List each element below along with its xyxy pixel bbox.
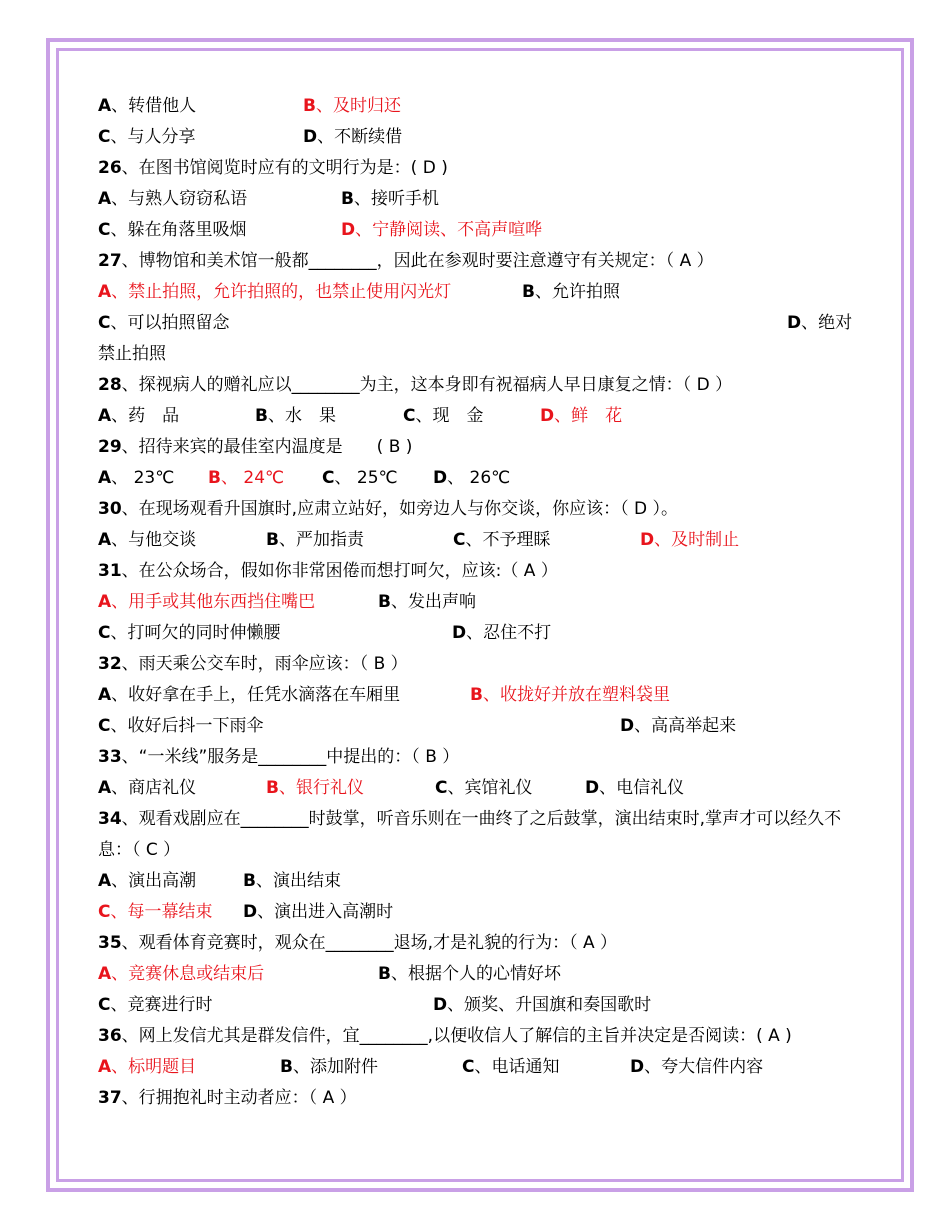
answer-option: D、夸大信件内容 [630, 1057, 764, 1077]
question-text: 32、雨天乘公交车时，雨伞应该：（ B ） [98, 654, 408, 674]
option-line [98, 277, 868, 308]
question-number: 34 [98, 809, 122, 829]
option-line [98, 463, 868, 494]
question-line [98, 804, 868, 866]
option-line [98, 618, 868, 649]
answer-option: D、 26℃ [433, 468, 511, 488]
option-letter: D [243, 902, 258, 922]
question-line [98, 742, 868, 773]
answer-option-correct: B、收拢好并放在塑料袋里 [470, 685, 670, 705]
option-letter: C [98, 220, 111, 240]
question-number: 29 [98, 437, 122, 457]
answer-option: A、商店礼仪 [98, 778, 197, 798]
option-line [98, 215, 868, 246]
option-line [98, 308, 868, 339]
answer-option: D、绝对 [787, 313, 853, 333]
question-number: 33 [98, 747, 122, 767]
option-letter: D [433, 995, 448, 1015]
option-line [98, 587, 868, 618]
answer-option-correct: D、及时制止 [640, 530, 740, 550]
answer-option: C、收好后抖一下雨伞 [98, 716, 264, 736]
answer-option: D、演出进入高潮时 [243, 902, 394, 922]
question-line [98, 370, 868, 401]
answer-option: A、与他交谈 [98, 530, 197, 550]
question-number: 35 [98, 933, 122, 953]
question-line [98, 649, 868, 680]
answer-option: C、躲在角落里吸烟 [98, 220, 247, 240]
question-line [98, 432, 868, 463]
question-number: 37 [98, 1088, 122, 1108]
question-text: 33、“一米线”服务是________中提出的：（ B ） [98, 747, 460, 767]
option-letter: A [98, 189, 112, 209]
option-letter: C [453, 530, 466, 550]
option-letter: B [280, 1057, 293, 1077]
answer-option: B、严加指责 [266, 530, 364, 550]
option-letter: B [378, 964, 391, 984]
option-letter: D [341, 220, 356, 240]
option-line [98, 184, 868, 215]
question-text: 34、观看戏剧应在________时鼓掌，听音乐则在一曲终了之后鼓掌，演出结束时,掌声才可以经久不息：（ C ） [98, 809, 842, 860]
option-letter: C [98, 716, 111, 736]
option-letter: B [470, 685, 483, 705]
question-number: 32 [98, 654, 122, 674]
option-line [98, 897, 868, 928]
answer-option-correct: B、及时归还 [303, 96, 401, 116]
answer-option: B、水 果 [255, 406, 336, 426]
option-letter: C [98, 995, 111, 1015]
option-letter: B [378, 592, 391, 612]
question-number: 28 [98, 375, 122, 395]
option-letter: D [585, 778, 600, 798]
answer-option: C、宾馆礼仪 [435, 778, 533, 798]
option-line [98, 711, 868, 742]
question-line [98, 153, 868, 184]
answer-option-correct: A、标明题目 [98, 1057, 197, 1077]
option-letter: C [403, 406, 416, 426]
answer-option: C、可以拍照留念 [98, 313, 230, 333]
answer-option-correct: C、每一幕结束 [98, 902, 213, 922]
option-letter: C [98, 623, 111, 643]
answer-option-correct: B、 24℃ [208, 468, 285, 488]
question-text: 35、观看体育竞赛时，观众在________退场,才是礼貌的行为：（ A ） [98, 933, 618, 953]
answer-option: B、根据个人的心情好坏 [378, 964, 561, 984]
option-letter: D [433, 468, 448, 488]
answer-option: D、颁奖、升国旗和奏国歌时 [433, 995, 652, 1015]
answer-option: B、发出声响 [378, 592, 476, 612]
question-line [98, 556, 868, 587]
option-line [98, 122, 868, 153]
option-letter: D [787, 313, 802, 333]
answer-option: B、接听手机 [341, 189, 439, 209]
answer-option-correct: A、竞赛休息或结束后 [98, 964, 265, 984]
option-letter: B [255, 406, 268, 426]
option-line [98, 680, 868, 711]
question-line [98, 1083, 868, 1114]
answer-option: A、药 品 [98, 406, 180, 426]
option-letter: B [303, 96, 316, 116]
question-text: 31、在公众场合，假如你非常困倦而想打呵欠，应该:（ A ） [98, 561, 558, 581]
question-text: 27、博物馆和美术馆一般都________，因此在参观时要注意遵守有关规定：（ A ） [98, 251, 714, 271]
question-number: 30 [98, 499, 122, 519]
option-line [98, 959, 868, 990]
option-letter: D [540, 406, 555, 426]
option-letter: B [266, 778, 279, 798]
question-text: 36、网上发信尤其是群发信件，宜________,以便收信人了解信的主旨并决定是否阅读：( A ) [98, 1026, 792, 1046]
answer-option: C、与人分享 [98, 127, 196, 147]
question-text: 37、行拥抱礼时主动者应：（ A ） [98, 1088, 357, 1108]
option-letter: C [462, 1057, 475, 1077]
question-number: 26 [98, 158, 122, 178]
answer-option: C、 25℃ [322, 468, 398, 488]
option-letter: A [98, 685, 112, 705]
question-text: 28、探视病人的赠礼应以________为主，这本身即有祝福病人早日康复之情：（ D ） [98, 375, 733, 395]
answer-option: B、演出结束 [243, 871, 341, 891]
answer-option-correct: A、用手或其他东西挡住嘴巴 [98, 592, 316, 612]
answer-option: A、与熟人窃窃私语 [98, 189, 248, 209]
question-line [98, 928, 868, 959]
quiz-content [98, 91, 868, 1114]
answer-option-correct: D、宁静阅读、不高声喧哗 [341, 220, 543, 240]
option-line [98, 866, 868, 897]
answer-option: A、演出高潮 [98, 871, 197, 891]
question-number: 27 [98, 251, 122, 271]
answer-option: D、不断续借 [303, 127, 403, 147]
answer-option: B、添加附件 [280, 1057, 378, 1077]
option-letter: C [322, 468, 335, 488]
answer-option-correct: B、银行礼仪 [266, 778, 364, 798]
question-line [98, 1021, 868, 1052]
answer-option: C、竞赛进行时 [98, 995, 213, 1015]
question-text: 29、招待来宾的最佳室内温度是 ( B ) [98, 437, 413, 457]
answer-option: 禁止拍照 [98, 344, 166, 364]
option-letter: D [630, 1057, 645, 1077]
option-letter: B [341, 189, 354, 209]
question-number: 31 [98, 561, 122, 581]
option-line [98, 990, 868, 1021]
answer-option: C、现 金 [403, 406, 484, 426]
option-letter: D [303, 127, 318, 147]
option-line [98, 91, 868, 122]
option-letter: A [98, 592, 112, 612]
option-letter: C [98, 127, 111, 147]
option-letter: B [243, 871, 256, 891]
question-text: 26、在图书馆阅览时应有的文明行为是：( D ) [98, 158, 448, 178]
option-letter: B [266, 530, 279, 550]
option-letter: D [620, 716, 635, 736]
question-line [98, 494, 868, 525]
answer-option: A、转借他人 [98, 96, 197, 116]
answer-option: D、忍住不打 [452, 623, 552, 643]
option-letter: A [98, 1057, 112, 1077]
option-letter: A [98, 964, 112, 984]
option-letter: C [98, 902, 111, 922]
option-letter: C [435, 778, 448, 798]
option-line [98, 773, 868, 804]
option-letter: A [98, 530, 112, 550]
question-line [98, 246, 868, 277]
option-line [98, 339, 868, 370]
option-letter: A [98, 406, 112, 426]
question-text: 30、在现场观看升国旗时,应肃立站好，如旁边人与你交谈，你应该：（ D ）。 [98, 499, 678, 519]
option-letter: D [452, 623, 467, 643]
option-letter: A [98, 871, 112, 891]
option-letter: C [98, 313, 111, 333]
option-line [98, 1052, 868, 1083]
answer-option: D、电信礼仪 [585, 778, 685, 798]
option-line [98, 525, 868, 556]
answer-option: D、高高举起来 [620, 716, 737, 736]
answer-option: C、电话通知 [462, 1057, 560, 1077]
question-number: 36 [98, 1026, 122, 1046]
option-letter: B [522, 282, 535, 302]
answer-option-correct: A、禁止拍照，允许拍照的，也禁止使用闪光灯 [98, 282, 452, 302]
option-letter: D [640, 530, 655, 550]
option-letter: A [98, 96, 112, 116]
option-letter: A [98, 778, 112, 798]
answer-option: C、不予理睬 [453, 530, 551, 550]
answer-option: A、收好拿在手上，任凭水滴落在车厢里 [98, 685, 401, 705]
option-line [98, 401, 868, 432]
answer-option: B、允许拍照 [522, 282, 620, 302]
option-letter: A [98, 282, 112, 302]
option-letter: B [208, 468, 221, 488]
option-letter: A [98, 468, 112, 488]
answer-option: A、 23℃ [98, 468, 175, 488]
answer-option-correct: D、鲜 花 [540, 406, 623, 426]
answer-option: C、打呵欠的同时伸懒腰 [98, 623, 281, 643]
